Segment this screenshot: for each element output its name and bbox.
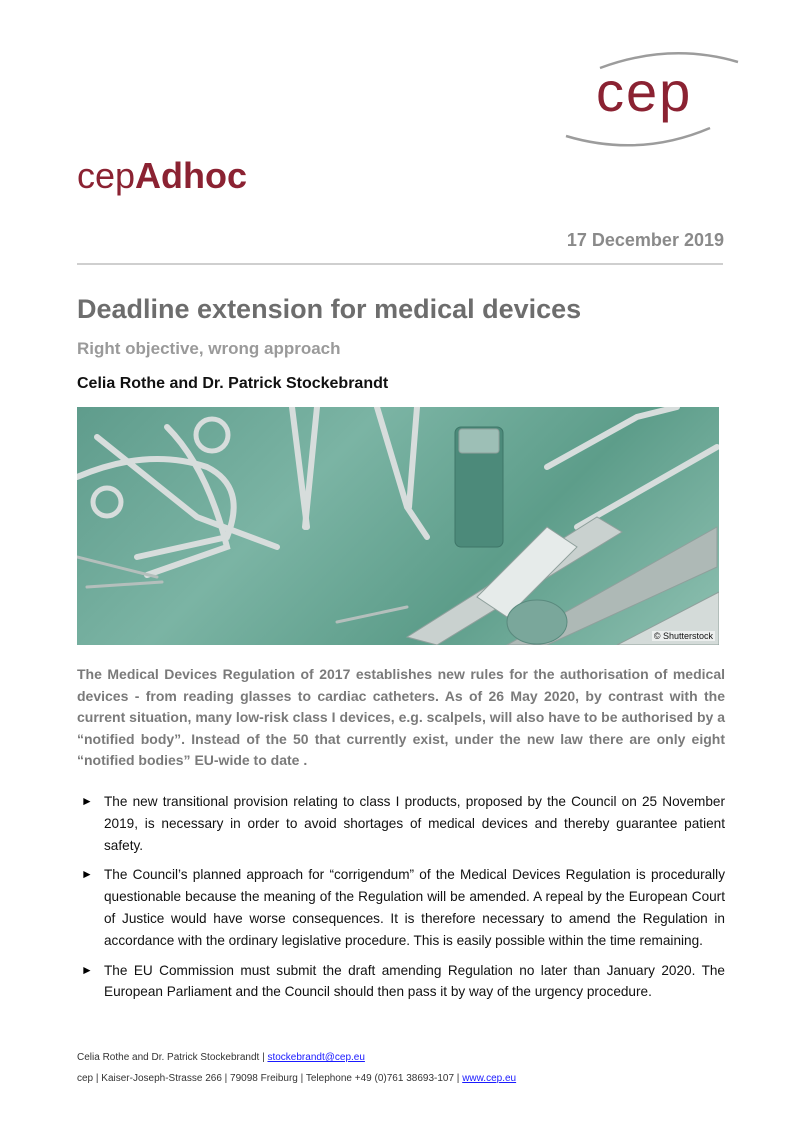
bullet-text: The EU Commission must submit the draft amending Regulation no later than January 2020. The European Parliament and the Council should then pass it by way of the urgency procedure.	[104, 962, 725, 1000]
footer-email-link[interactable]: stockebrandt@cep.eu	[267, 1052, 365, 1063]
bullet-text: The new transitional provision relating to class I products, proposed by the Council on 25 November 2019, is necessary in order to avoid shortages of medical devices and thereby guarantee patient safety.	[104, 794, 725, 853]
series-name: Adhoc	[135, 155, 248, 196]
footer-address	[77, 1074, 516, 1084]
bullet-arrow-icon: ►	[81, 962, 93, 977]
footer-author-names: Celia Rothe and Dr. Patrick Stockebrandt |	[77, 1052, 268, 1063]
header-divider	[77, 263, 723, 265]
list-item	[77, 864, 725, 951]
logo-text: cep	[596, 60, 693, 123]
cep-logo	[560, 50, 740, 150]
page-title: Deadline extension for medical devices	[77, 294, 582, 324]
footer-website-link[interactable]: www.cep.eu	[462, 1073, 517, 1084]
bullet-text: The Council’s planned approach for “corrigendum” of the Medical Devices Regulation is procedurally questionable because the meaning of the Regulation will be amended. A repeal by the European Court of Justice would have worse consequences. It is therefore necessary to amend the Regulation in accordance with the ordinary legislative procedure. This is easily possible within the time remaining.	[104, 867, 725, 948]
photo-credit: © Shutterstock	[653, 631, 713, 641]
publication-date: 17 December 2019	[566, 230, 724, 250]
bullet-arrow-icon: ►	[81, 867, 93, 882]
series-title	[77, 155, 248, 196]
key-points-list	[77, 791, 725, 1011]
series-prefix: cep	[77, 155, 136, 196]
bullet-arrow-icon: ►	[81, 794, 93, 808]
medical-instruments-photo	[77, 407, 719, 645]
list-item	[77, 791, 725, 856]
page-subtitle: Right objective, wrong approach	[77, 339, 341, 358]
instruments-illustration	[77, 407, 719, 645]
footer-address-text: cep | Kaiser-Joseph-Strasse 266 | 79098 Freiburg | Telephone +49 (0)761 38693-107 |	[77, 1073, 463, 1084]
footer-authors	[77, 1053, 365, 1063]
author-line: Celia Rothe and Dr. Patrick Stockebrandt	[77, 375, 389, 392]
list-item	[77, 960, 725, 1004]
intro-paragraph: The Medical Devices Regulation of 2017 establishes new rules for the authorisation of medical devices - from reading glasses to cardiac catheters. As of 26 May 2020, by contrast with the current situation, many low-risk class I devices, e.g. scalpels, will also have to be authorised by a “notified body”. Instead of the 50 that currently exist, under the new law there are only eight “notified bodies” EU-wide to date .	[77, 666, 725, 769]
